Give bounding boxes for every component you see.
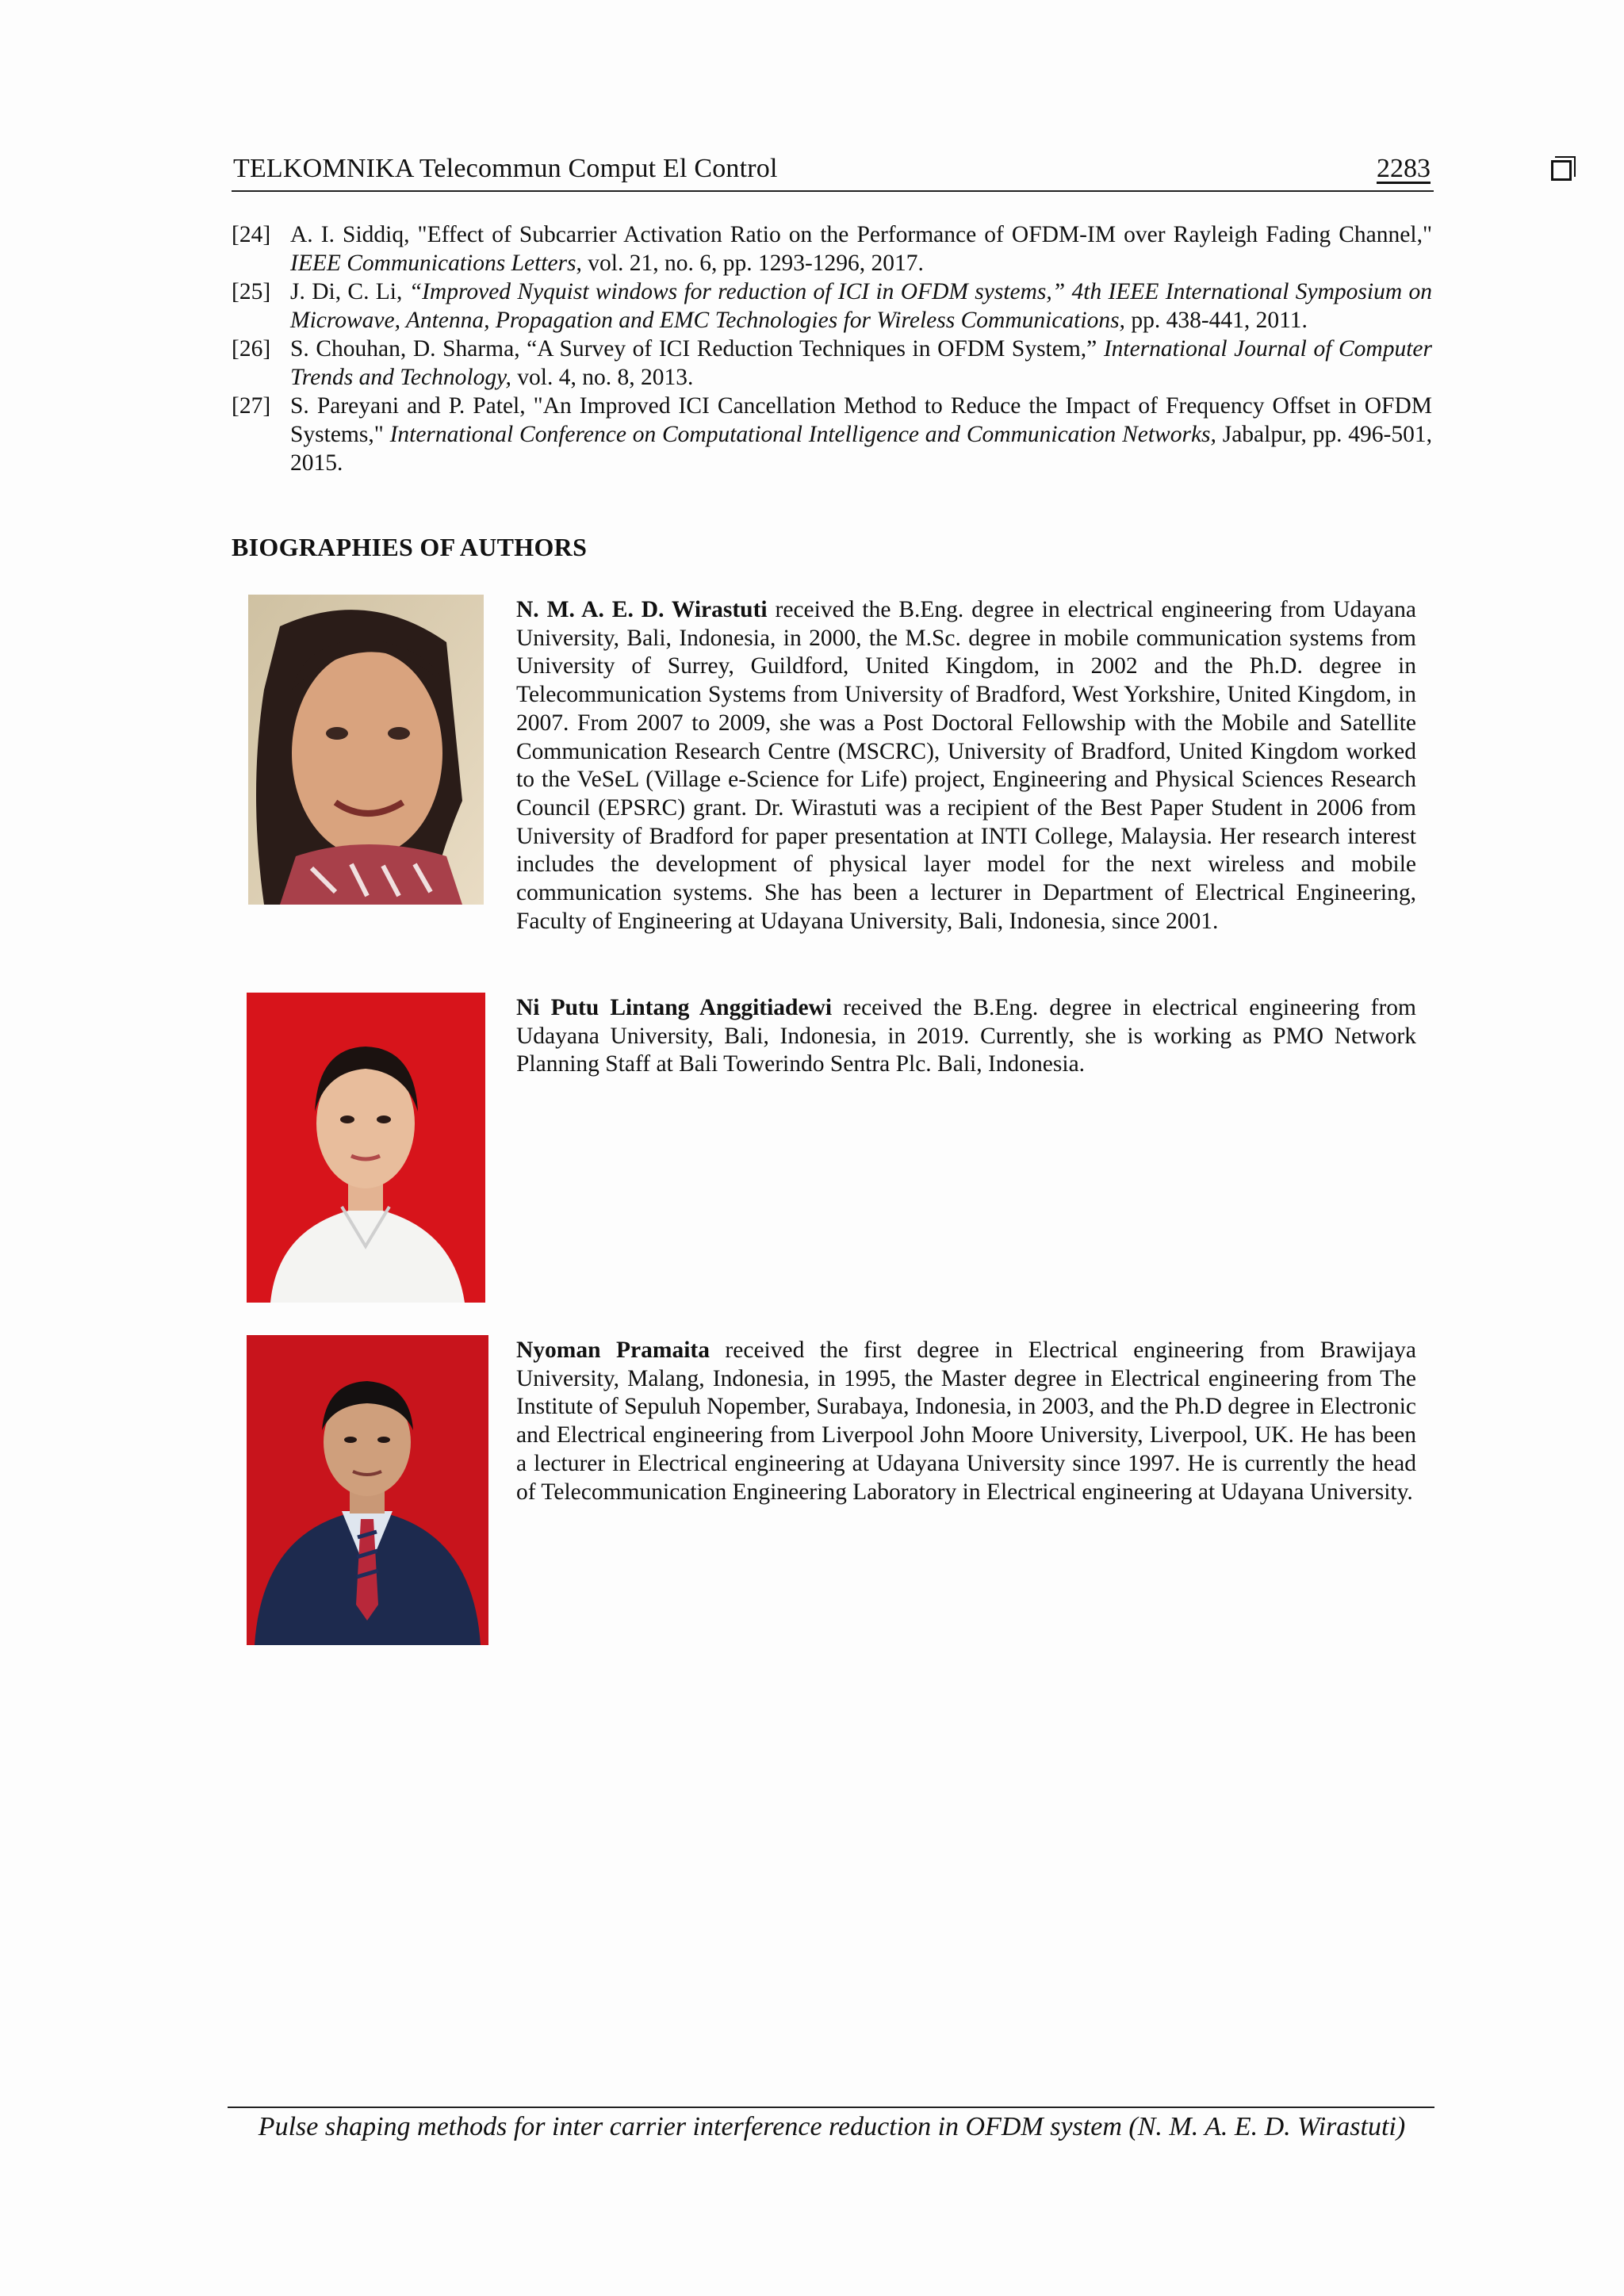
author-photo-wirastuti — [248, 595, 484, 905]
reference-item — [232, 392, 1432, 477]
reference-venue: “Improved Nyquist windows for reduction of ICI in OFDM systems,” 4th IEEE International Symposium on Microwave, Antenna, Propagation and EMC Technologies for Wireless Communications, — [290, 279, 1432, 333]
reference-number: [24] — [232, 222, 271, 247]
reference-text — [290, 392, 1432, 477]
reference-text — [290, 335, 1432, 392]
reference-part: A. I. Siddiq, "Effect of Subcarrier Activation Ratio on the Performance of OFDM-IM over Rayleigh Fading Channel," — [290, 222, 1432, 247]
author-bio-wirastuti — [516, 596, 1416, 936]
running-header — [232, 154, 1434, 192]
author-bio-anggitiadewi — [516, 994, 1416, 1079]
reference-item — [232, 277, 1432, 335]
author-name: Ni Putu Lintang Anggitiadewi — [516, 995, 833, 1020]
reference-item — [232, 220, 1432, 277]
reference-number: [25] — [232, 279, 271, 304]
checkbox-square-icon — [1551, 160, 1572, 181]
reference-part: S. Pareyani and P. Patel, "An Improved ICI Cancellation Method to Reduce the Impact of Frequency Offset in OFDM Systems," — [290, 393, 1432, 447]
reference-part: S. Chouhan, D. Sharma, “A Survey of ICI Reduction Techniques in OFDM System,” — [290, 336, 1104, 362]
reference-text — [290, 277, 1432, 335]
reference-number: [26] — [232, 336, 271, 362]
page-number: 2283 — [1377, 154, 1431, 183]
reference-text — [290, 220, 1432, 277]
section-heading: BIOGRAPHIES OF AUTHORS — [232, 533, 588, 561]
author-bio-text: received the first degree in Electrical engineering from Brawijaya University, Malang, Indonesia, in 1995, the Master degree in Electrical engineering from The Institute of Sepuluh Nopember, Surabaya, Indonesia, in 2003, and the Ph.D degree in Electronic and Electrical engineering from Liverpool John Moore University, Liverpool, UK. He has been a lecturer in Electrical engineering at Udayana University since 1997. He is currently the head of Telecommunication Engineering Laboratory in Electrical engineering at Udayana University. — [516, 1337, 1416, 1505]
author-photo-anggitiadewi — [247, 993, 485, 1303]
author-bio-pramaita — [516, 1337, 1416, 1506]
reference-part: vol. 4, no. 8, 2013. — [511, 365, 694, 390]
reference-list — [232, 220, 1432, 477]
footer-rule — [228, 2107, 1434, 2108]
reference-part: pp. 438-441, 2011. — [1124, 308, 1308, 333]
reference-venue: International Conference on Computational Intelligence and Communication Networks, — [389, 422, 1216, 447]
reference-part: , vol. 21, no. 6, pp. 1293-1296, 2017. — [576, 251, 924, 276]
author-name: Nyoman Pramaita — [516, 1337, 710, 1363]
reference-item — [232, 335, 1432, 392]
author-photo-pramaita — [247, 1335, 488, 1645]
author-bio-text: received the B.Eng. degree in electrical engineering from Udayana University, Bali, Indonesia, in 2000, the M.Sc. degree in mobile communication systems from University of Surrey, Guildford, United Kingdom, in 2002 and the Ph.D. degree in Telecommunication Systems from University of Bradford, West Yorkshire, United Kingdom, in 2007. From 2007 to 2009, she was a Post Doctoral Fellowship with the Mobile and Satellite Communication Research Centre (MSCRC), University of Bradford, United Kingdom worked to the VeSeL (Village e-Science for Life) project, Engineering and Physical Sciences Research Council (EPSRC) grant. Dr. Wirastuti was a recipient of the Best Paper Student in 2006 from University of Bradford for paper presentation at INTI College, Malaysia. Her research interest includes the development of physical layer model for the next wireless and mobile communication systems. She has been a lecturer in Department of Electrical Engineering, Faculty of Engineering at Udayana University, Bali, Indonesia, since 2001. — [516, 597, 1416, 934]
reference-venue: IEEE Communications Letters — [290, 251, 576, 276]
author-bio-text: received the B.Eng. degree in electrical engineering from Udayana University, Bali, Indonesia, in 2019. Currently, she is working as PMO Network Planning Staff at Bali Towerindo Sentra Plc. Bali, Indonesia. — [516, 995, 1416, 1077]
journal-name: TELKOMNIKA Telecommun Comput El Control — [233, 154, 778, 183]
footer-citation: Pulse shaping methods for inter carrier interference reduction in OFDM system (N. M. A. E. D. Wirastuti) — [258, 2112, 1406, 2141]
reference-venue: International Journal of Computer Trends and Technology, — [290, 336, 1432, 390]
reference-part: Jabalpur, pp. 496-501, 2015. — [290, 422, 1432, 476]
author-name: N. M. A. E. D. Wirastuti — [516, 597, 768, 622]
reference-number: [27] — [232, 393, 271, 419]
reference-part: J. Di, C. Li, — [290, 279, 409, 304]
